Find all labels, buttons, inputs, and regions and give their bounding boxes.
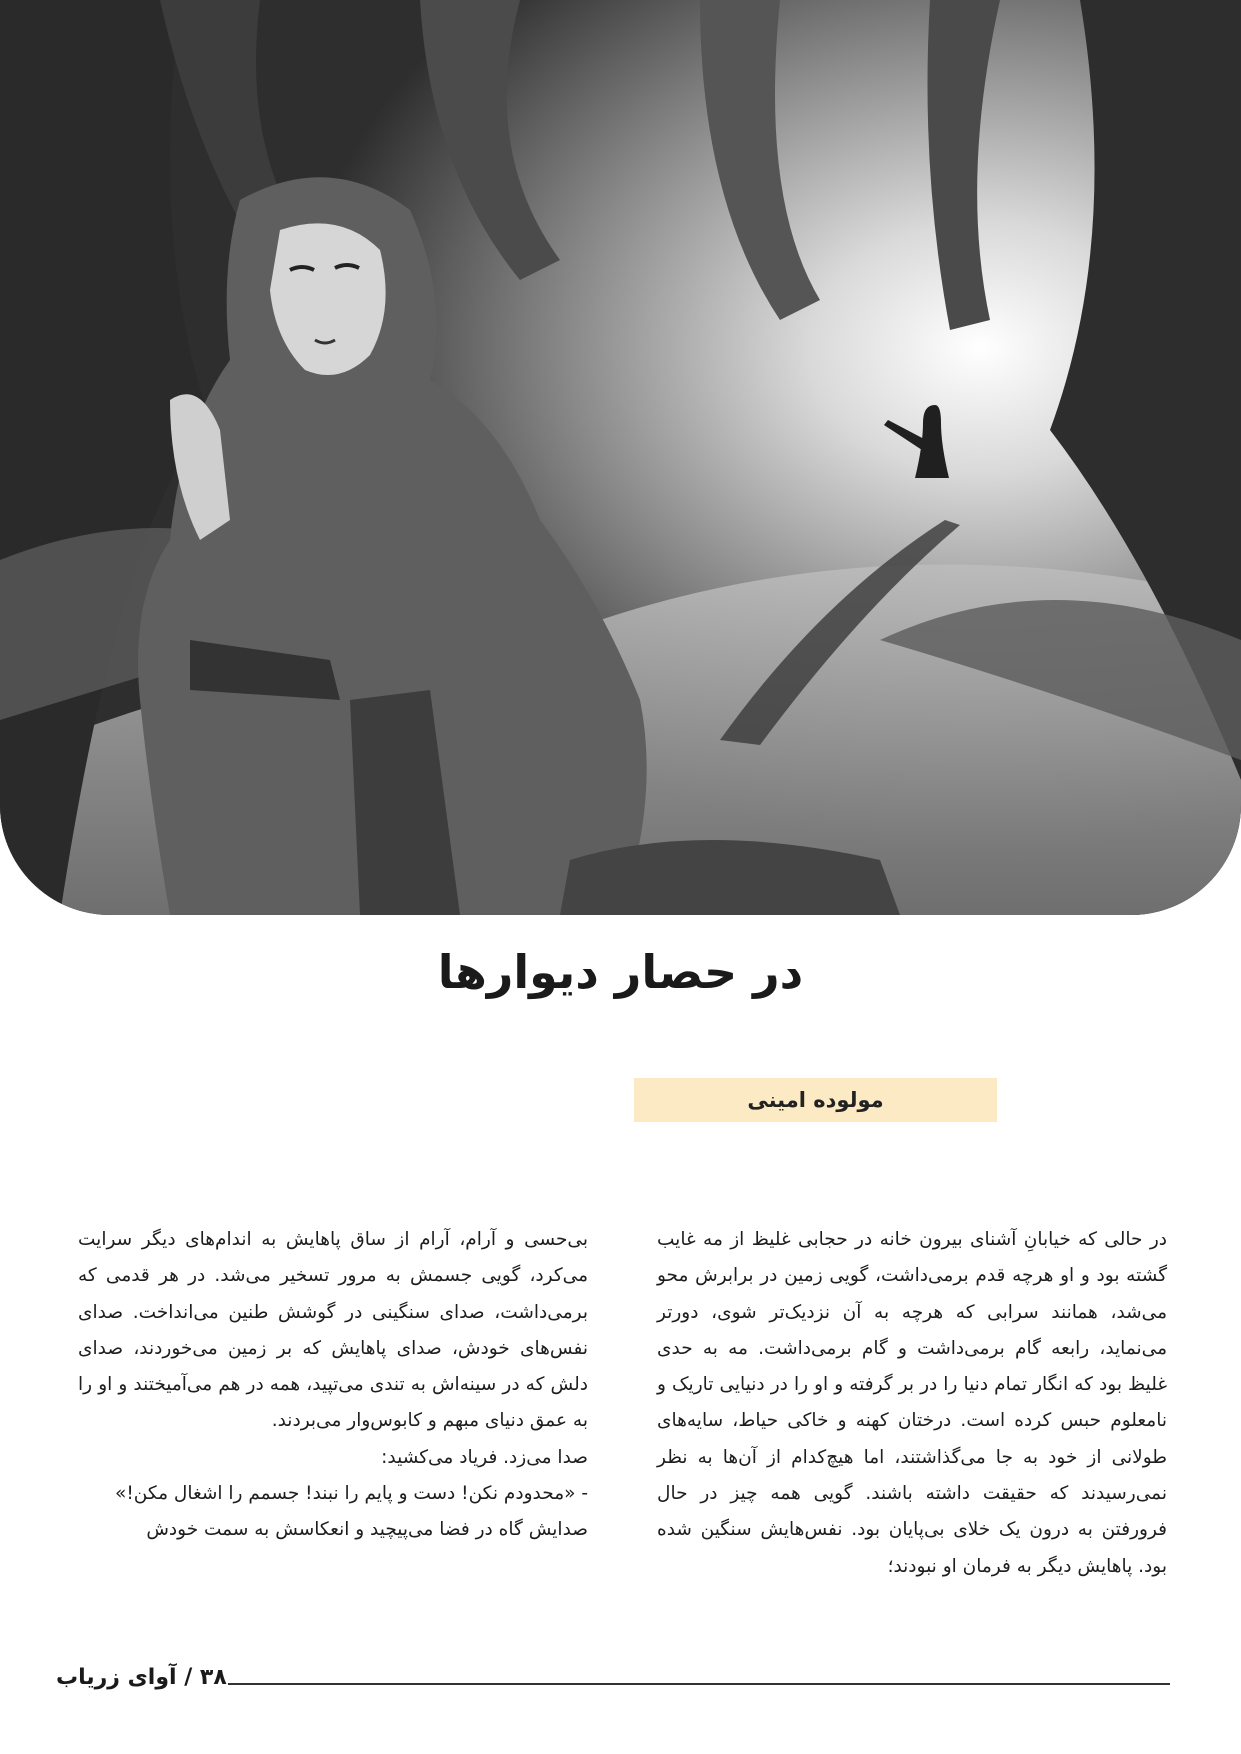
- author-badge: مولوده امینی: [634, 1078, 997, 1122]
- paragraph: - «محدودم نکن! دست و پایم را نبند! جسمم را اشغال مکن!»: [115, 1483, 588, 1505]
- page-number-label: ۳۸ / آوای زریاب: [56, 1665, 227, 1690]
- text-column-left: [78, 1222, 588, 1549]
- text-column-right: [657, 1222, 1167, 1585]
- paragraph: بی‌حسی و آرام، آرام از ساق پاهایش به اندام‌های دیگر سرایت می‌کرد، گویی جسمش به مرور تسخیر می‌شد. در هر قدمی که برمی‌داشت، صدای سنگینی در گوشش طنین می‌انداخت. صدای نفس‌های خودش، صدای پاهایش که بر زمین می‌خوردند، صدای دلش که در سینه‌اش به تندی می‌تپید، همه در هم می‌آمیختند و او را به عمق دنیای مبهم و کابوس‌وار می‌بردند.: [78, 1229, 588, 1432]
- paragraph: در حالی که خیابانِ آشنای بیرون خانه در حجابی غلیظ از مه غایب گشته بود و او هرچه قدم برمی‌داشت، گویی زمین در برابرش محو می‌شد، همانند سرابی که هرچه به آن نزدیک‌تر شوی، دورتر می‌نماید، رابعه گام برمی‌داشت و گام برمی‌داشت. مه به حدی غلیظ بود که انگار تمام دنیا را در بر گرفته و او را در دنیایی تاریک و نامعلوم حبس کرده است. درختان کهنه و خاکی حیاط، سایه‌های طولانی از خود به جا می‌گذاشتند، اما هیچ‌کدام از آن‌ها به نظر نمی‌رسیدند که حقیقت داشته باشند. گویی همه چیز در حال فرورفتن به درون یک خلای بی‌پایان بود. نفس‌هایش سنگین شده بود. پاهایش دیگر به فرمان او نبودند؛: [657, 1229, 1167, 1577]
- article-title: در حصار دیوارها: [437, 945, 804, 999]
- paragraph: صدایش گاه در فضا می‌پیچید و انعکاسش به سمت خودش: [146, 1519, 588, 1541]
- paragraph: صدا می‌زد. فریاد می‌کشید:: [381, 1446, 588, 1468]
- footer-divider: [228, 1683, 1170, 1685]
